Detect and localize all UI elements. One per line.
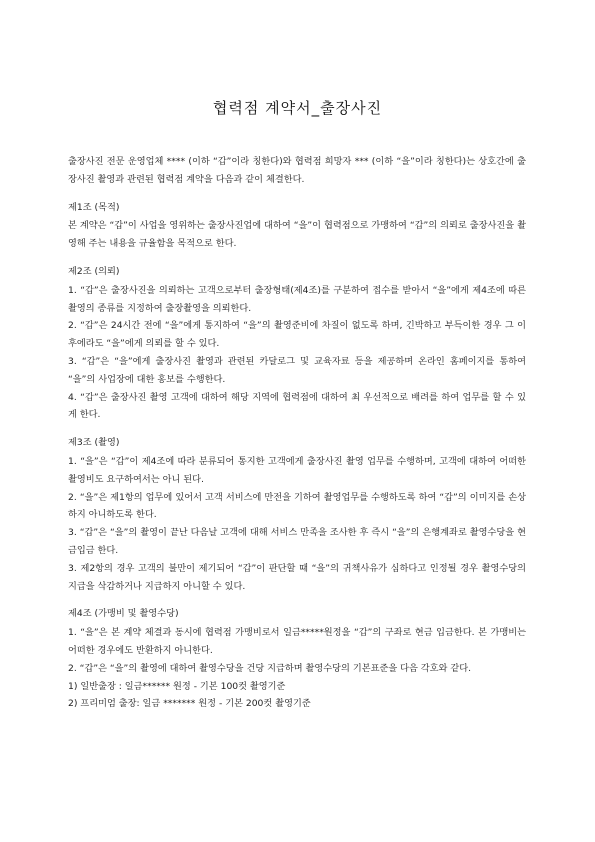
section-item: 1) 일반출장 : 일금****** 원정 - 기본 100컷 촬영기준	[68, 680, 286, 692]
document-title: 협력점 계약서_출장사진	[212, 99, 383, 117]
section-item: 4. “갑”은 출장사진 촬영 고객에 대하여 해당 지역에 협력점에 대하여 최 우선적으로 배려를 하여 업무를 할 수 있게 한다.	[68, 391, 526, 421]
section-title: 제4조 (가맹비 및 촬영수당)	[68, 608, 179, 620]
section-article-1	[68, 199, 526, 253]
section-item: 3. “갑”은 “을”에게 출장사진 촬영과 관련된 카달로그 및 교육자료 등을 제공하며 온라인 홈페이지를 통하여 “을”의 사업장에 대한 홍보를 수행한다.	[68, 355, 526, 385]
section-item: 3. 제2항의 경우 고객의 불만이 제기되어 “갑”이 판단할 때 “을”의 귀책사유가 심하다고 인정될 경우 촬영수당의 지급을 삭감하거나 지급하지 아니할 수 있다.	[68, 562, 526, 592]
section-title: 제3조 (촬영)	[68, 437, 120, 449]
section-item: 본 계약은 “갑”이 사업을 영위하는 출장사진업에 대하여 “을”이 협력점으로 가맹하여 “갑”의 의뢰로 출장사진을 촬영해 주는 내용을 규율함을 목적으로 한다.	[68, 220, 526, 250]
section-item: 1. “갑”은 출장사진을 의뢰하는 고객으로부터 출장형태(제4조)를 구분하여 접수를 받아서 “을”에게 제4조에 따른 촬영의 종류를 지정하여 출장촬영을 의뢰한다.	[68, 284, 526, 314]
section-article-4	[68, 605, 526, 713]
section-article-3	[68, 434, 526, 595]
section-article-2	[68, 263, 526, 424]
section-item: 1. “을”은 “갑”이 제4조에 따라 분류되어 통지한 고객에게 출장사진 촬영 업무를 수행하며, 고객에 대하여 어떠한 촬영비도 요구하여서는 아니 된다.	[68, 455, 526, 485]
section-item: 3. “갑”은 “을”의 촬영이 끝난 다음날 고객에 대해 서비스 만족을 조사한 후 즉시 “을”의 은행계좌로 촬영수당을 현금입금 한다.	[68, 527, 526, 556]
intro-paragraph: 출장사진 전문 운영업체 **** (이하 “갑”이라 칭한다)와 협력점 희망자 *** (이하 “을”이라 칭한다)는 상호간에 출장사진 촬영과 관련된 협력점 계약을 다음과 같이 체결한다.	[68, 156, 526, 185]
section-item: 2) 프리미엄 출장: 일금 ******* 원정 - 기본 200컷 촬영기준	[68, 698, 311, 710]
section-item: 1. “을”은 본 계약 체결과 동시에 협력점 가맹비로서 일금*****원정을 “갑”의 구좌로 현금 입금한다. 본 가맹비는 어떠한 경우에도 반환하지 아니한다.	[68, 627, 526, 656]
section-title: 제1조 (목적)	[68, 201, 120, 213]
section-item: 2. “갑”은 24시간 전에 “을”에게 통지하여 “을”의 촬영준비에 차질이 없도록 하며, 긴박하고 부득이한 경우 그 이후에라도 “을”에게 의뢰를 할 수 있다.	[68, 320, 526, 350]
section-item: 2. “갑”은 “을”의 촬영에 대하여 촬영수당을 건당 지급하며 촬영수당의 기본표준을 다음 각호와 같다.	[68, 662, 472, 674]
section-title: 제2조 (의뢰)	[68, 265, 120, 277]
document-body	[68, 153, 526, 713]
section-item: 2. “을”은 제1항의 업무에 있어서 고객 서비스에 만전을 기하여 촬영업무를 수행하도록 하여 “갑”의 이미지를 손상하지 아니하도록 한다.	[68, 491, 526, 521]
